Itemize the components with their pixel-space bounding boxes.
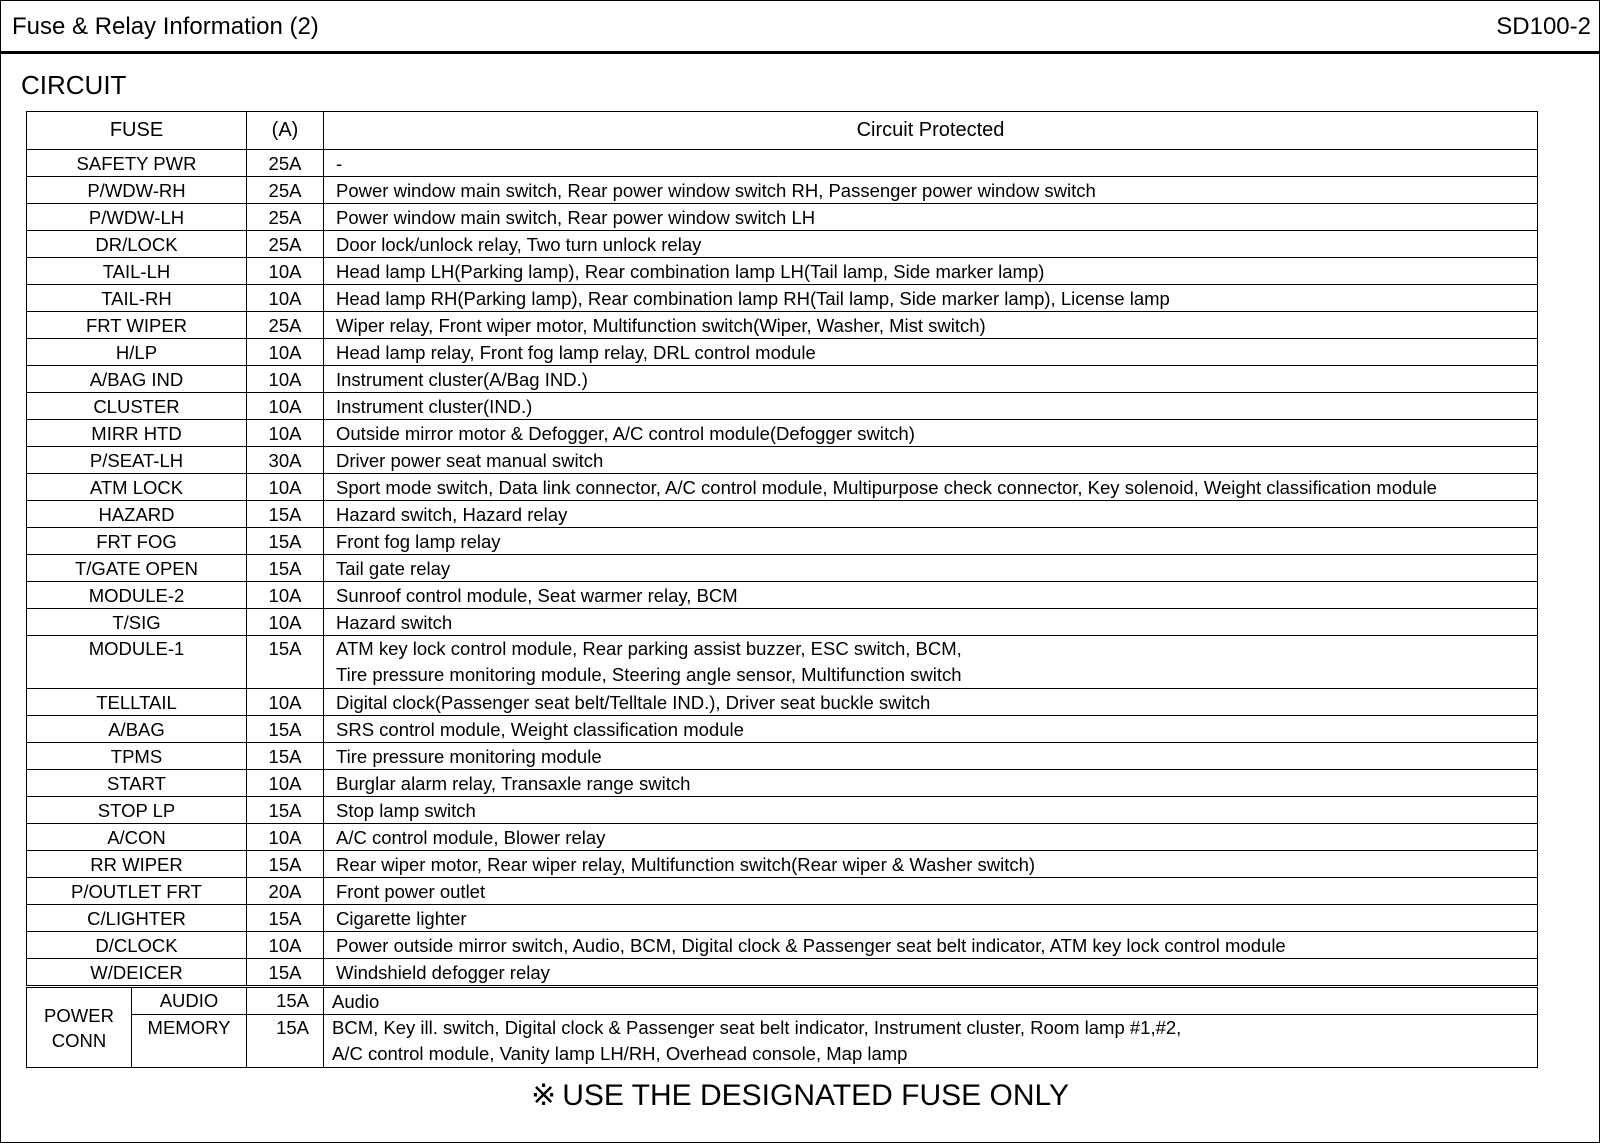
fuse-name: H/LP: [27, 339, 247, 366]
circuit-protected: Hazard switch, Hazard relay: [324, 501, 1538, 528]
table-row: [27, 366, 1538, 393]
page-code: SD100-2: [1496, 13, 1591, 40]
fuse-name: RR WIPER: [27, 851, 247, 878]
circuit-protected: [324, 1015, 1538, 1068]
circuit-protected: Burglar alarm relay, Transaxle range switch: [324, 770, 1538, 797]
table-row: [27, 582, 1538, 609]
table-body: [27, 150, 1538, 1068]
circuit-protected: Tail gate relay: [324, 555, 1538, 582]
table-row: [27, 501, 1538, 528]
table-row: [27, 177, 1538, 204]
circuit-protected: Head lamp relay, Front fog lamp relay, DRL control module: [324, 339, 1538, 366]
table-row: [27, 609, 1538, 636]
circuit-protected: Cigarette lighter: [324, 905, 1538, 932]
table-row: [27, 932, 1538, 959]
fuse-amperage: 10A: [247, 689, 324, 716]
fuse-amperage: 25A: [247, 177, 324, 204]
table-row: [27, 312, 1538, 339]
note: [1, 1078, 1599, 1113]
fuse-amperage: 10A: [247, 474, 324, 501]
fuse-amperage: 10A: [247, 366, 324, 393]
fuse-amperage: 15A: [247, 501, 324, 528]
table-row: [27, 231, 1538, 258]
fuse-amperage: 15A: [247, 743, 324, 770]
fuse-name: MIRR HTD: [27, 420, 247, 447]
table-row: [27, 474, 1538, 501]
circuit-line: BCM, Key ill. switch, Digital clock & Passenger seat belt indicator, Instrument cluster, Room lamp #1,#2,: [332, 1017, 1182, 1038]
fuse-amperage: 15A: [247, 959, 324, 987]
circuit-protected: Power window main switch, Rear power window switch LH: [324, 204, 1538, 231]
fuse-amperage: 10A: [247, 932, 324, 959]
fuse-name-text: MEMORY: [147, 1017, 231, 1038]
fuse-amperage: 10A: [247, 582, 324, 609]
circuit-protected: Windshield defogger relay: [324, 959, 1538, 987]
column-header-fuse: FUSE: [27, 112, 247, 150]
fuse-name: [132, 1015, 247, 1068]
table-row: [27, 447, 1538, 474]
table-row: [27, 258, 1538, 285]
fuse-name: AUDIO: [132, 987, 247, 1015]
fuse-name: FRT FOG: [27, 528, 247, 555]
circuit-protected: Wiper relay, Front wiper motor, Multifunction switch(Wiper, Washer, Mist switch): [324, 312, 1538, 339]
power-conn-label-line: CONN: [51, 1029, 107, 1051]
fuse-name: C/LIGHTER: [27, 905, 247, 932]
fuse-amperage: 15A: [247, 716, 324, 743]
fuse-amperage: 30A: [247, 447, 324, 474]
circuit-protected: SRS control module, Weight classification module: [324, 716, 1538, 743]
fuse-amperage: 10A: [247, 824, 324, 851]
fuse-name: TPMS: [27, 743, 247, 770]
circuit-protected: Head lamp LH(Parking lamp), Rear combination lamp LH(Tail lamp, Side marker lamp): [324, 258, 1538, 285]
circuit-protected: Power window main switch, Rear power window switch RH, Passenger power window switch: [324, 177, 1538, 204]
table-row: [27, 285, 1538, 312]
table-row: [27, 1015, 1538, 1068]
circuit-protected: Stop lamp switch: [324, 797, 1538, 824]
fuse-name-text: MODULE-1: [88, 638, 185, 659]
circuit-protected: Digital clock(Passenger seat belt/Telltale IND.), Driver seat buckle switch: [324, 689, 1538, 716]
fuse-amperage: 15A: [247, 528, 324, 555]
table-row: [27, 393, 1538, 420]
fuse-name: MODULE-2: [27, 582, 247, 609]
reference-mark-icon: ※: [531, 1079, 557, 1112]
power-conn-label-line: POWER: [44, 1004, 114, 1026]
circuit-protected: Sunroof control module, Seat warmer relay, BCM: [324, 582, 1538, 609]
fuse-table: [26, 111, 1538, 1068]
circuit-protected: Tire pressure monitoring module: [324, 743, 1538, 770]
note-text: USE THE DESIGNATED FUSE ONLY: [562, 1079, 1069, 1112]
fuse-name: DR/LOCK: [27, 231, 247, 258]
fuse-amperage: 10A: [247, 285, 324, 312]
fuse-name: D/CLOCK: [27, 932, 247, 959]
circuit-protected: -: [324, 150, 1538, 177]
fuse-amperage-text: 15A: [268, 638, 302, 659]
table-row: [27, 959, 1538, 987]
fuse-name: W/DEICER: [27, 959, 247, 987]
fuse-amperage: 15A: [247, 555, 324, 582]
circuit-protected: Front fog lamp relay: [324, 528, 1538, 555]
circuit-protected: Audio: [324, 987, 1538, 1015]
fuse-amperage: [247, 636, 324, 689]
table-row: [27, 824, 1538, 851]
fuse-amperage: 10A: [247, 609, 324, 636]
fuse-amperage-text: 15A: [276, 1017, 309, 1038]
fuse-amperage: 10A: [247, 770, 324, 797]
fuse-amperage: [247, 1015, 324, 1068]
table-row: [27, 339, 1538, 366]
fuse-name: P/OUTLET FRT: [27, 878, 247, 905]
table-row: [27, 851, 1538, 878]
fuse-amperage: 25A: [247, 312, 324, 339]
fuse-amperage: 15A: [247, 987, 324, 1015]
fuse-name: P/SEAT-LH: [27, 447, 247, 474]
circuit-protected: Power outside mirror switch, Audio, BCM, Digital clock & Passenger seat belt indicator, ATM key lock control module: [324, 932, 1538, 959]
fuse-name: P/WDW-LH: [27, 204, 247, 231]
column-header-circuit: Circuit Protected: [324, 112, 1538, 150]
column-header-amp: (A): [247, 112, 324, 150]
table-row: [27, 150, 1538, 177]
fuse-name: HAZARD: [27, 501, 247, 528]
circuit-protected: Front power outlet: [324, 878, 1538, 905]
table-row: [27, 878, 1538, 905]
fuse-name: TELLTAIL: [27, 689, 247, 716]
circuit-line: ATM key lock control module, Rear parking assist buzzer, ESC switch, BCM,: [336, 638, 962, 659]
circuit-protected: Door lock/unlock relay, Two turn unlock relay: [324, 231, 1538, 258]
page-header: [1, 1, 1599, 54]
circuit-protected: Rear wiper motor, Rear wiper relay, Multifunction switch(Rear wiper & Washer switch): [324, 851, 1538, 878]
circuit-line: Tire pressure monitoring module, Steering angle sensor, Multifunction switch: [336, 664, 962, 685]
fuse-name: P/WDW-RH: [27, 177, 247, 204]
circuit-protected: Instrument cluster(IND.): [324, 393, 1538, 420]
circuit-protected: Sport mode switch, Data link connector, A/C control module, Multipurpose check connector, Key solenoid, Weight classification module: [324, 474, 1538, 501]
fuse-name: TAIL-RH: [27, 285, 247, 312]
table-row: [27, 716, 1538, 743]
fuse-amperage: 15A: [247, 905, 324, 932]
table-row: [27, 770, 1538, 797]
fuse-amperage: 15A: [247, 851, 324, 878]
fuse-name: TAIL-LH: [27, 258, 247, 285]
circuit-protected: Driver power seat manual switch: [324, 447, 1538, 474]
circuit-protected: Outside mirror motor & Defogger, A/C control module(Defogger switch): [324, 420, 1538, 447]
fuse-amperage: 10A: [247, 258, 324, 285]
fuse-amperage: 20A: [247, 878, 324, 905]
table-row: [27, 636, 1538, 689]
fuse-name: A/BAG IND: [27, 366, 247, 393]
fuse-amperage: 25A: [247, 150, 324, 177]
circuit-protected: Head lamp RH(Parking lamp), Rear combination lamp RH(Tail lamp, Side marker lamp), License lamp: [324, 285, 1538, 312]
table-row: [27, 528, 1538, 555]
section-title: CIRCUIT: [21, 70, 127, 100]
fuse-name: SAFETY PWR: [27, 150, 247, 177]
fuse-name: A/BAG: [27, 716, 247, 743]
fuse-amperage: 25A: [247, 231, 324, 258]
circuit-protected: Hazard switch: [324, 609, 1538, 636]
fuse-name: [27, 636, 247, 689]
fuse-amperage: 10A: [247, 393, 324, 420]
table-row: [27, 204, 1538, 231]
table-row: [27, 689, 1538, 716]
table-row: [27, 905, 1538, 932]
table-header-row: [27, 112, 1538, 150]
fuse-name: START: [27, 770, 247, 797]
circuit-protected: [324, 636, 1538, 689]
table-row: [27, 420, 1538, 447]
fuse-name: A/CON: [27, 824, 247, 851]
circuit-line: A/C control module, Vanity lamp LH/RH, Overhead console, Map lamp: [332, 1043, 908, 1064]
table-row: [27, 797, 1538, 824]
table-row: [27, 555, 1538, 582]
table-row: [27, 743, 1538, 770]
table-row: [27, 987, 1538, 1015]
fuse-amperage: 10A: [247, 339, 324, 366]
circuit-protected: A/C control module, Blower relay: [324, 824, 1538, 851]
page-title: Fuse & Relay Information (2): [12, 13, 319, 40]
fuse-name: ATM LOCK: [27, 474, 247, 501]
fuse-name: T/GATE OPEN: [27, 555, 247, 582]
fuse-name: STOP LP: [27, 797, 247, 824]
fuse-amperage: 15A: [247, 797, 324, 824]
power-conn-label: [27, 987, 132, 1068]
circuit-protected: Instrument cluster(A/Bag IND.): [324, 366, 1538, 393]
fuse-name: FRT WIPER: [27, 312, 247, 339]
fuse-amperage: 10A: [247, 420, 324, 447]
fuse-name: T/SIG: [27, 609, 247, 636]
fuse-amperage: 25A: [247, 204, 324, 231]
fuse-name: CLUSTER: [27, 393, 247, 420]
